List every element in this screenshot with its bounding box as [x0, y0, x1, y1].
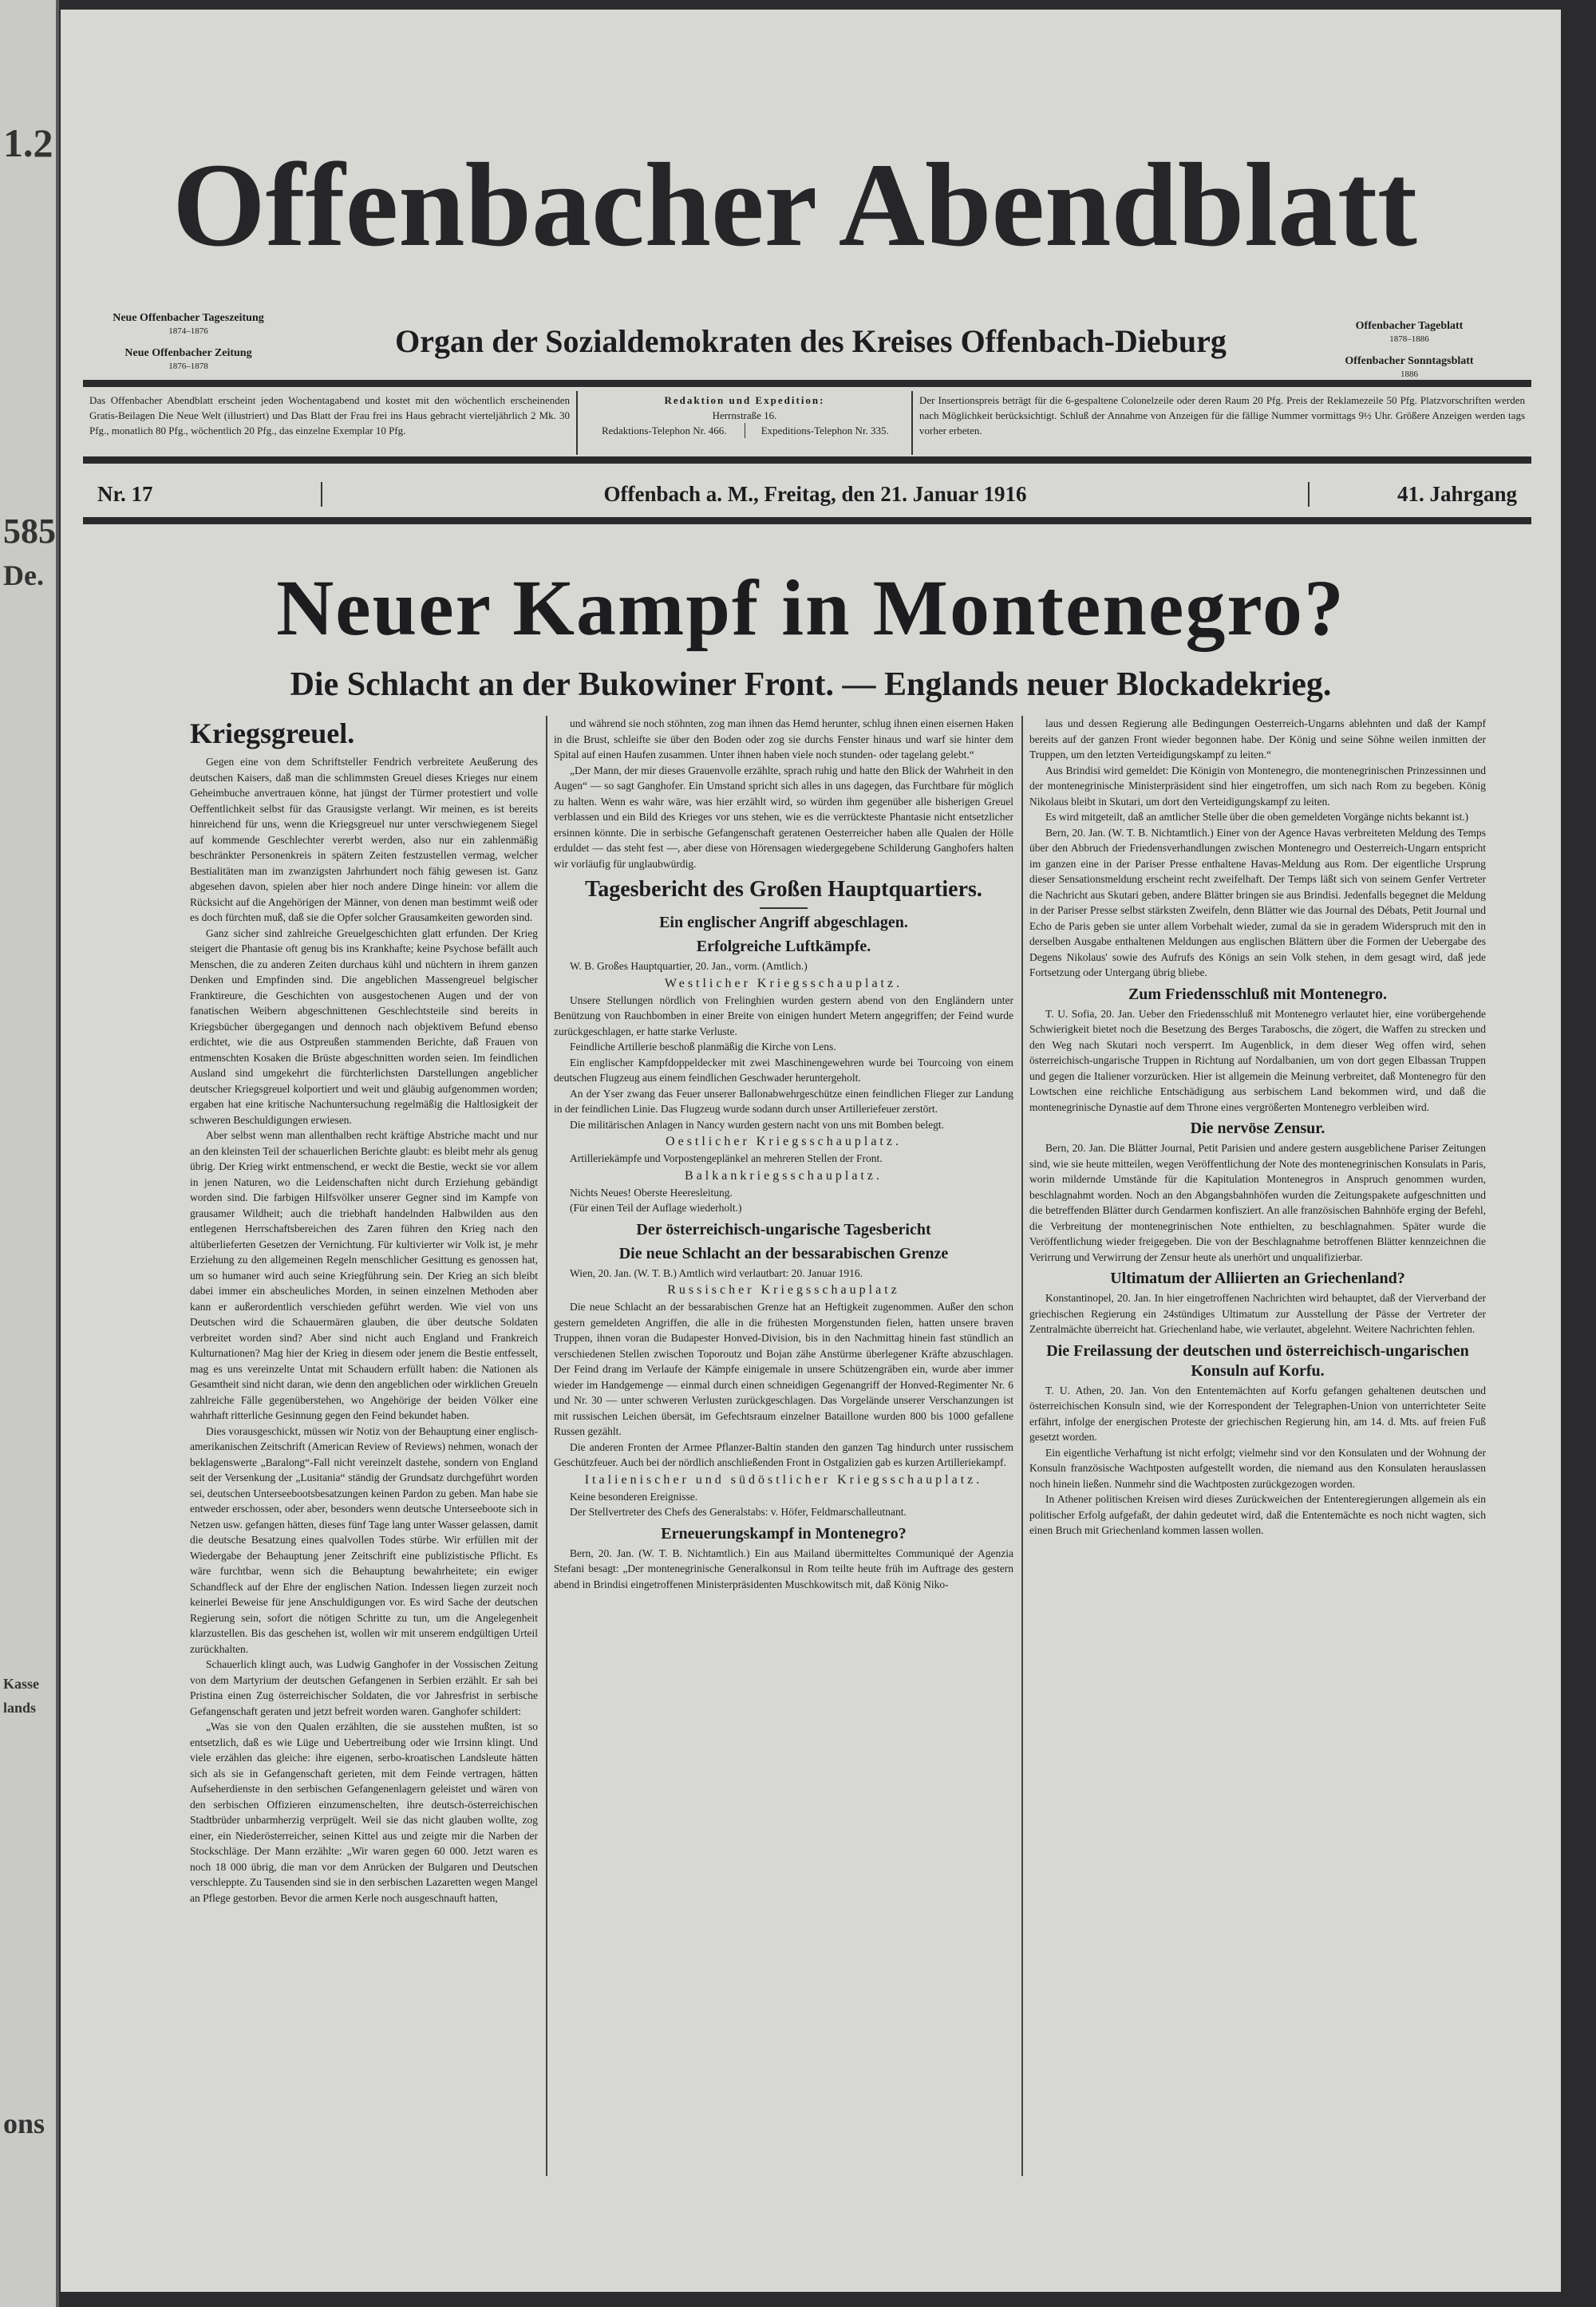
article-paragraph: An der Yser zwang das Feuer unserer Ballonabwehrgeschütze einen feindlichen Flieger zur Landung in der feindlichen Linie. Das Flugzeug wurde sodann durch unser Artilleriefeuer zerstört.: [554, 1087, 1013, 1115]
article-paragraph: Schauerlich klingt auch, was Ludwig Ganghofer in der Vossischen Zeitung von dem Martyrium der deutschen Gefangenen in Serbien erzählt. Er sah bei Pristina einen Zug österreichischer Soldaten, die vor Jahresfrist in serbische Gefangenschaft geraten und jetzt befreit worden waren. Ganghofer schildert:: [190, 1658, 538, 1717]
article-heading: Russischer Kriegsschauplatz: [667, 1283, 900, 1297]
article-paragraph: Die militärischen Anlagen in Nancy wurden gestern nacht von uns mit Bomben belegt.: [570, 1118, 945, 1131]
history-years: 1878–1886: [1389, 334, 1429, 344]
article-paragraph: In Athener politischen Kreisen wird dieses Zurückweichen der Ententeregierungen allgemein als ein politischer Erfolg aufgefaßt, der dahin gedeutet wird, daß die Ententemächte es noch nicht wagten, sich einen Bruch mit Griechenland kommen lassen wollen.: [1029, 1493, 1486, 1536]
issue-number: Nr. 17: [83, 482, 322, 507]
edge-fragment: 585: [3, 512, 56, 551]
divider: [83, 456, 1531, 464]
issue-line: [83, 474, 1531, 514]
article-heading: Balkankriegsschauplatz.: [685, 1168, 883, 1183]
office-title: Redaktion und Expedition:: [664, 394, 825, 406]
article-paragraph: Bern, 20. Jan. (W. T. B. Nichtamtlich.) Einer von der Agence Havas verbreiteten Meldung des Temps über den Abbruch der Friedensverhandlungen zwischen Montenegro und Oesterreich-Ungarn entspricht im ganzen eine in der Pariser Presse enthaltene Havas-Meldung aus Rom. Der eigentliche Ursprung dieser Sensationsmeldung erscheint recht zweifelhaft. Der Temps läßt sich von seinem Genfer Vertreter die Nachricht aus Skutari geben, andere Blätter bringen sie aus Brindisi. Jedenfalls begegnet die Meldung in der Pariser Presse selbst stärksten Zweifeln, denn Blätter wie das Journal des Débats, Petit Journal und Echo de Paris geben sie unter allem Vorbehalt wieder, zumal da sie in geradem Widerspruch mit den in derselben Ausgabe enthaltenen Meldungen aus englischen Blättern über die Formen der Uebergabe des Degens Nikolaus' sowie des Aufrufs des Königs an sein Volk stehen, in dem gesagt wird, daß jede Fortsetzung oder Untergang übrig bliebe.: [1029, 826, 1486, 978]
article-paragraph: Ein eigentliche Verhaftung ist nicht erfolgt; vielmehr sind vor den Konsulaten und der Wohnung der Konsuln französische Wachtposten aufgestellt worden, die niemand aus den Konsulaten herauslassen noch hinein ließen. Nunmehr sind die Wachtposten zurückgezogen worden.: [1029, 1446, 1486, 1490]
divider: [83, 517, 1531, 524]
article-paragraph: Bern, 20. Jan. Die Blätter Journal, Petit Parisien und andere gestern ausgeblichene Pariser Zeitungen sind, wie sie heute mitteilen, wegen Veröffentlichung der Note des montenegrinischen Konsulats in Paris, worin mildernde Umstände für die Kapitulation Montenegros in Anspruch genommen wurden, beschlagnahmt worden. Noch an den Abgangsbahnhöfen wurden die Zeitungspakete aufgeschnitten und die betreffenden Blätter durch Gendarmen konfisziert. An alle französischen Bahnhöfe erging der Befehl, die Verbreitung der montenegrinischen Note enthielten, zu beschlagnahmen. Später wurde die Veröffentlichung wieder freigegeben. Die von der Beschlagnahme betroffenen Blätter kennzeichnen die Verirrung und Verwirrung der Zensur heute als unerhört und unqualifizierbar.: [1029, 1142, 1486, 1263]
section-separator: [760, 907, 808, 909]
article-paragraph: T. U. Athen, 20. Jan. Von den Ententemächten auf Korfu gefangen gehaltenen deutschen und österreichischen Konsuln sind, wie der Korrespondent der Telegraphen-Union von unterrichteter Seite erfährt, infolge der energischen Proteste der griechischen Regierung hin, am 14. d. Mts. auf freien Fuß gesetzt worden.: [1029, 1384, 1486, 1443]
article-paragraph: Artilleriekämpfe und Vorpostengeplänkel an mehreren Stellen der Front.: [570, 1152, 883, 1164]
article-heading: Erneuerungskampf in Montenegro?: [661, 1524, 907, 1543]
article-heading: Kriegsgreuel.: [190, 717, 355, 749]
divider: [83, 380, 1531, 387]
issue-volume: 41. Jahrgang: [1308, 482, 1531, 507]
article-paragraph: Unsere Stellungen nördlich von Frelinghien wurden gestern abend von den Engländern unter Benützung von Rauchbomben in einer Breite von einigen hundert Metern angegriffen; der Feind wurde zurückgeschlagen, er hatte starke Verluste.: [554, 994, 1013, 1037]
info-boxes: [83, 391, 1531, 455]
edge-fragment: De.: [3, 559, 44, 591]
article-heading: Italienischer und südöstlicher Kriegsschauplatz.: [584, 1472, 983, 1487]
article-paragraph: laus und dessen Regierung alle Bedingungen Oesterreich-Ungarns ablehnten und daß der Kampf bereits auf der ganzen Front wieder begonnen habe. Der König und seine Söhne weilen inmitten der Truppen, um den letzten Verteidigungskampf zu leiten.“: [1029, 717, 1486, 760]
main-headline: Neuer Kampf in Montenegro?: [276, 563, 1345, 652]
article-paragraph: Aber selbst wenn man allenthalben recht kräftige Abstriche macht und nur an den kleinsten Teil der schauerlichen Berichte glaubt: es bleibt mehr als genug übrig. Der Krieg wirkt entmenschend, er weckt die Bestie, weckt sie vor allem in jenen Naturen, wo die Leidenschaften nicht durch Erziehung gebändigt worden sind. Die farbigen Hilfsvölker unserer Gegner sind im Kampfe von grausamer Wildheit; auch die triebhaft handelnden Halbwilden aus den entlegenen Herrschaftsbereichen des Zaren führen den Krieg nach den altüberlieferten Gesetzen der Vernichtung. Für kultivierter wir Volk ist, je mehr Erziehung zu den allgemeinen Regeln menschlicher Gesittung es genossen hat, um so humaner wird auch seine Kriegführung sein. Der Krieg an sich bleibt dabei immer ein abscheuliches Morden, in seinen einzelnen Methoden aber kann er außerordentlich verschieden geführt werden. Wie viel von uns Deutschen wird die Schauermären glauben, die über deutsche Soldaten verbreitet worden sind? Aber sind nicht auch England und Frankreich Kulturnationen? Mag hier der Krieg in diesem oder jenem die Bestie entfesselt, mag es uns vereinzelte Untat mit Schaudern erfüllt haben: die Nationen als Gesamtheit sind nicht daran, wie denn den angeblichen oder wirklichen Greueln zahlreiche Fälle gegenüberstehen, wo Angehörige der beiden Völker eine wahrhaft ritterliche Gesinnung gegen den Feind bekundet haben.: [190, 1129, 538, 1421]
history-title: Offenbacher Sonntagsblatt: [1345, 355, 1474, 367]
article-paragraph: T. U. Sofia, 20. Jan. Ueber den Friedensschluß mit Montenegro verlautet hier, eine vorübergehende Schwierigkeit bietet noch die Besetzung des Berges Taraboschs, die zögert, die Waffen zu strecken und den Weg nach Skutari noch versperrt. Im Augenblick, in dem dieser Weg offen wird, sehen österreichisch-ungarische Truppen in Richtung auf Nordalbanien, um von dort gegen Elbassan Truppen und gegen die Italiener vorzurücken. Hier ist allgemein die Meinung verbreitet, daß Montenegro für den Lowtschen eine reichliche Entschädigung aus serbischem Land bekommen wird, und daß die montenegrinische Dynastie auf dem Throne eines vergrößerten Montenegro verbleiben wird.: [1029, 1007, 1486, 1113]
article-heading: Oestlicher Kriegsschauplatz.: [666, 1135, 902, 1148]
article-paragraph: Feindliche Artillerie beschoß planmäßig die Kirche von Lens.: [570, 1041, 836, 1053]
article-paragraph: Konstantinopel, 20. Jan. In hier eingetroffenen Nachrichten wird behauptet, daß der Vierverband der griechischen Regierung ein 24stündiges Ultimatum zur Ausstellung der Pässe der Vertreter der Zentralmächte überreicht hat. Griechenland habe, wie verlautet, abgelehnt. Weitere Nachrichten fehlen.: [1029, 1292, 1486, 1335]
article-heading: Die Freilassung der deutschen und österreichisch-ungarischen Konsuln auf Korfu.: [1046, 1341, 1469, 1380]
advertising-rates: Der Insertionspreis beträgt für die 6-gespaltene Colonelzeile oder deren Raum 20 Pfg. Preis der Reklamezeile 50 Pfg. Platzvorschriften werden nach Möglichkeit berücksichtigt. Schluß der Annahme von Anzeigen für die fällige Nummer vormittags 9½ Uhr. Größere Anzeigen werden tags vorher erbeten.: [919, 394, 1525, 437]
edge-fragment: 1.2: [3, 120, 53, 165]
history-title: Neue Offenbacher Tageszeitung: [113, 312, 264, 324]
history-item: [85, 311, 292, 338]
article-heading: Zum Friedensschluß mit Montenegro.: [1128, 985, 1388, 1003]
article-paragraph: „Der Mann, der mir dieses Grauenvolle erzählte, sprach ruhig und hatte den Blick der Wahrheit in den Augen“ — so sagt Ganghofer. Ein Umstand spricht sich alles in uns dagegen, das Furchtbare für möglich zu halten. Wenn es wahr wäre, was hier erzählt wird, so würden ihm gegenüber alle bisherigen Greuel verblassen und ein Bild des Krieges vor uns stehen, wie es die verrückteste Phantasie nicht entsetzlicher ersinnen könnte. Die in serbische Gefangenschaft geratenen Oesterreicher haben alle Qualen der Hölle erduldet — das steht fest —, aber diese von Hörensagen wiedergegebene Schilderung Ganghofers halten wir vorläufig für unglaubwürdig.: [554, 764, 1013, 870]
article-paragraph: Ganz sicher sind zahlreiche Greuelgeschichten glatt erfunden. Der Krieg steigert die Phantasie oft genug bis ins Krankhafte; keine Psychose befällt auch Menschen, die zu anderen Zeiten durchaus kühl und nüchtern in ihrem ganzen Denken und Empfinden sind. Die angeblichen Massengreuel belgischer Franktireure, die Geschichten von ausgestochenen Augen und der von fanatischen Weibern abgeschnittenen Geschlechtsteile sind bereits in Kriegsbücher übergegangen und dennoch nach objektivem Befund ebenso erdichtet, wie die aus Ostpreußen stammenden Berichte, daß Frauen von entmenschten Kosaken die Brüste abgeschnitten worden seien. Im feindlichen Ausland sind umgekehrt die fürchterlichsten Darstellungen angeblicher deutscher Kriegsgreuel kolportiert und weit und gläubig aufgenommen worden; ergaben hat eine kritische Nachuntersuchung regelmäßig die Haltlosigkeit der schweren Beschuldigungen erwiesen.: [190, 926, 538, 1126]
issue-dateline: Offenbach a. M., Freitag, den 21. Januar 1916: [603, 481, 1027, 506]
article-paragraph: Dies vorausgeschickt, müssen wir Notiz von der Behauptung einer englisch-amerikanischen Zeitschrift (American Review of Reviews) nehmen, wonach der beklagenswerte „Baralong“-Fall nicht vereinzelt dastehe, sondern von England seit der Versenkung der „Lusitania“ ständig der Grundsatz durchgeführt worden sei, deutschen Unterseebootsbesatzungen keinen Pardon zu geben. Man habe sie entweder erschossen, oder aber, besonders wenn deutsche Unterseeboote sich in Netzen usw. gefangen hätten, dieses fünf Tage lang unter Wasser gelassen, damit die deutsche Besatzung eines qualvollen Todes stürbe. Wir erfüllen mit der Wiedergabe der Behauptung jener Zeitschrift eine publizistische Pflicht. Es wäre furchtbar, wenn sich die Behauptung bewahrheitete; ein ewiger Schandfleck auf der Ehre der englischen Nation. Indessen liegen zurzeit noch keinerlei Beweise für jene Anschuldigungen vor. Es wird Sache der deutschen Regierung sein, sofort die nötigen Schritte zu tun, um die Angelegenheit klarzustellen. Bis das geschehen ist, wollen wir mit unserem endgültigen Urteil zurückhalten.: [190, 1424, 538, 1655]
article-heading: Erfolgreiche Luftkämpfe.: [696, 938, 871, 955]
article-paragraph: Die neue Schlacht an der bessarabischen Grenze hat an Heftigkeit zugenommen. Außer den schon gestern gemeldeten Angriffen, die alle in die frühesten Morgenstunden fielen, hatten unsere braven Truppen, ihnen voran die Budapester Honved-Division, bis in den Nachmittag hinein fast stündlich an verschiedenen Stellen zwischen Toporoutz und Bojan zähe Anstürme überlegener Kräfte abzuschlagen. Der Feind drang im Verlaufe der Kämpfe einigemale in unsere Schützengräben ein, wurde aber immer wieder im Handgemenge — einmal durch einen schneidigen Gegenangriff der Honved-Regimenter Nr. 6 und Nr. 30 — unter schweren Verlusten zurückgeschlagen. Das Vorgelände unserer Verschanzungen ist mit russischen Leichen übersät, im Gefechtsraum einzelner Bataillone wurden 800 bis 1000 gefallene Russen gezählt.: [554, 1301, 1013, 1437]
article-paragraph: „Was sie von den Qualen erzählten, die sie ausstehen mußten, ist so entsetzlich, daß es wie Lüge und Uebertreibung oder wie Irrsinn klingt. Und viele erzählen das gleiche: ihre eigenen, serbo-kroatischen Landsleute hätten sich als sie in Gefangenschaft gerieten, mit dem Feinde vertragen, hätten Aufseherdienste in den serbischen Gefangenenlagern geleistet und wären von den serbischen Offizieren einzumenschelten, ihre deutsch-österreichischen Stadtbrüder unbarmherzig verprügelt. Weil sie das nicht glauben wollte, zog einer, ein Niederösterreicher, seinen Kittel aus und zeigte mir die Narben der Stockschläge. Der Mann erzählte: „Wir waren gegen 60 000. Jetzt waren es noch 18 000 übrig, die man vor dem Anrücken der Bulgaren und Deutschen verschleppte. Zu Tausenden sind sie in den serbischen Lazaretten wegen Mangel an Pflege gestorben. Bevor die armen Kerle noch ausgeschnauft hatten,: [190, 1720, 538, 1904]
column-rule: [546, 716, 547, 2176]
edge-fragment: Kasse: [3, 1676, 39, 1692]
history-title: Neue Offenbacher Zeitung: [124, 347, 252, 359]
article-heading: Die nervöse Zensur.: [1190, 1120, 1325, 1137]
expedition-phone: Expeditions-Telephon Nr. 335.: [760, 425, 889, 437]
article-paragraph: Es wird mitgeteilt, daß an amtlicher Stelle über die oben gemeldeten Vorgänge nichts bekannt ist.): [1045, 811, 1469, 823]
article-heading: Tagesbericht des Großen Hauptquartiers.: [585, 877, 982, 902]
adjacent-page-edge: [0, 0, 59, 2307]
history-years: 1876–1878: [168, 361, 208, 371]
article-paragraph: Keine besonderen Ereignisse.: [570, 1490, 698, 1503]
history-item: [1306, 354, 1513, 381]
article-paragraph: und während sie noch stöhnten, zog man ihnen das Hemd herunter, schlug ihnen einen eisernen Haken in die Brust, schleifte sie über den Boden oder zog sie durchs Fenster hinaus und warf sie hinter dem Spital auf einen Haufen zusammen. Unter ihnen haben viele noch stunden- oder tagelang gelebt.“: [554, 717, 1013, 760]
history-years: 1886: [1400, 369, 1418, 379]
article-paragraph: (Für einen Teil der Auflage wiederholt.): [570, 1202, 742, 1214]
editorial-office-info: [578, 391, 913, 455]
subscription-info: Das Offenbacher Abendblatt erscheint jeden Wochentagabend und kostet mit den wöchentlich erscheinenden Gratis-Beilagen Die Neue Welt (illustriert) und Das Blatt der Frau frei ins Haus gebracht vierteljährlich 2 Mk. 30 Pfg., monatlich 80 Pfg., wöchentlich 20 Pfg., das einzelne Exemplar 10 Pfg.: [83, 391, 578, 455]
article-paragraph: Bern, 20. Jan. (W. T. B. Nichtamtlich.) Ein aus Mailand übermitteltes Communiqué der Agenzia Stefani besagt: „Der montenegrinische Generalkonsul in Rom teilte heute früh im Auftrage des gestern abend in Brindisi eingetroffenen Ministerpräsidenten Muschkowitsch mit, daß König Niko-: [554, 1547, 1013, 1590]
edge-fragment: lands: [3, 1700, 37, 1716]
redaktion-phone: Redaktions-Telephon Nr. 466.: [584, 423, 745, 438]
history-years: 1874–1876: [168, 326, 208, 336]
article-column-2: [554, 716, 1013, 1592]
office-address: Herrnstraße 16.: [712, 409, 777, 421]
history-item: [85, 346, 292, 373]
article-paragraph: W. B. Großes Hauptquartier, 20. Jan., vorm. (Amtlich.): [570, 960, 808, 972]
article-paragraph: Der Stellvertreter des Chefs des Generalstabs: v. Höfer, Feldmarschalleutnant.: [570, 1506, 907, 1518]
article-paragraph: Ein englischer Kampfdoppeldecker mit zwei Maschinengewehren wurde bei Tourcoing von einem deutschen Flugzeug aus einem feindlichen Geschwader heruntergeholt.: [554, 1056, 1013, 1084]
article-paragraph: Nichts Neues! Oberste Heeresleitung.: [570, 1186, 733, 1199]
article-heading: Die neue Schlacht an der bessarabischen Grenze: [618, 1244, 949, 1262]
article-heading: Ultimatum der Alliierten an Griechenland?: [1110, 1270, 1405, 1287]
article-heading: Ein englischer Angriff abgeschlagen.: [659, 914, 908, 931]
article-paragraph: Gegen eine von dem Schriftsteller Fendrich verbreitete Aeußerung des deutschen Kaisers, daß man die schlimmsten Greuel dieses Krieges nur einem Geheimbuche anvertrauen könne, hat jüngst der Türmer protestiert und volle Oeffentlichkeit selbst für das Grausigste verlangt. Wir meinen, es ist bereits hinreichend für uns, wenn die Kriegsgreuel nur unter verschwiegenem Siegel auf kommende Geschlechter vererbt werden, also nur ein zahlenmäßig beschränkter Personenkreis in spätern Zeiten festzustellen vermag, welcher Bestialitäten man im zwanzigsten Jahrhundert noch fähig gewesen ist. Ganz abgesehen davon, spielen aber hier noch andere Dinge hinein: vor allem die Rücksicht auf die Angehörigen der Männer, von denen man bestimmt weiß oder es doch fürchten muß, daß sie die Opfer solcher Grausamkeiten geworden sind.: [190, 756, 538, 923]
article-paragraph: Die anderen Fronten der Armee Pflanzer-Baltin standen den ganzen Tag hindurch unter russischem Geschützfeuer. Auch bei der nördlich anschließenden Front in Ostgalizien gab es kurzen Artilleriekampf.: [554, 1440, 1013, 1468]
history-item: [1306, 319, 1513, 346]
article-heading: Der österreichisch-ungarische Tagesbericht: [636, 1220, 931, 1238]
masthead-right-history: [1306, 319, 1513, 381]
article-paragraph: Aus Brindisi wird gemeldet: Die Königin von Montenegro, die montenegrinischen Prinzessinnen und der montenegrinische Ministerpräsident sind hier eingetroffen, um sich nach Rom zu begeben. König Nikolaus bleibt in Skutari, um dort den Verteidigungskampf zu leiten.: [1029, 764, 1486, 808]
column-rule: [1021, 716, 1023, 2176]
article-column-1: [190, 716, 538, 1906]
article-heading: Westlicher Kriegsschauplatz.: [664, 976, 903, 990]
newspaper-page: [61, 10, 1561, 2292]
article-column-3: [1029, 716, 1486, 1539]
sub-headline: Die Schlacht an der Bukowiner Front. — Englands neuer Blockadekrieg.: [290, 666, 1332, 703]
history-title: Offenbacher Tageblatt: [1355, 320, 1464, 332]
edge-fragment: ons: [3, 2108, 45, 2139]
masthead-organ: Organ der Sozialdemokraten des Kreises Offenbach-Dieburg: [395, 323, 1227, 359]
masthead-left-history: [85, 311, 292, 373]
article-paragraph: Wien, 20. Jan. (W. T. B.) Amtlich wird verlautbart: 20. Januar 1916.: [570, 1266, 863, 1279]
masthead-title: Offenbacher Abendblatt: [172, 139, 1417, 271]
